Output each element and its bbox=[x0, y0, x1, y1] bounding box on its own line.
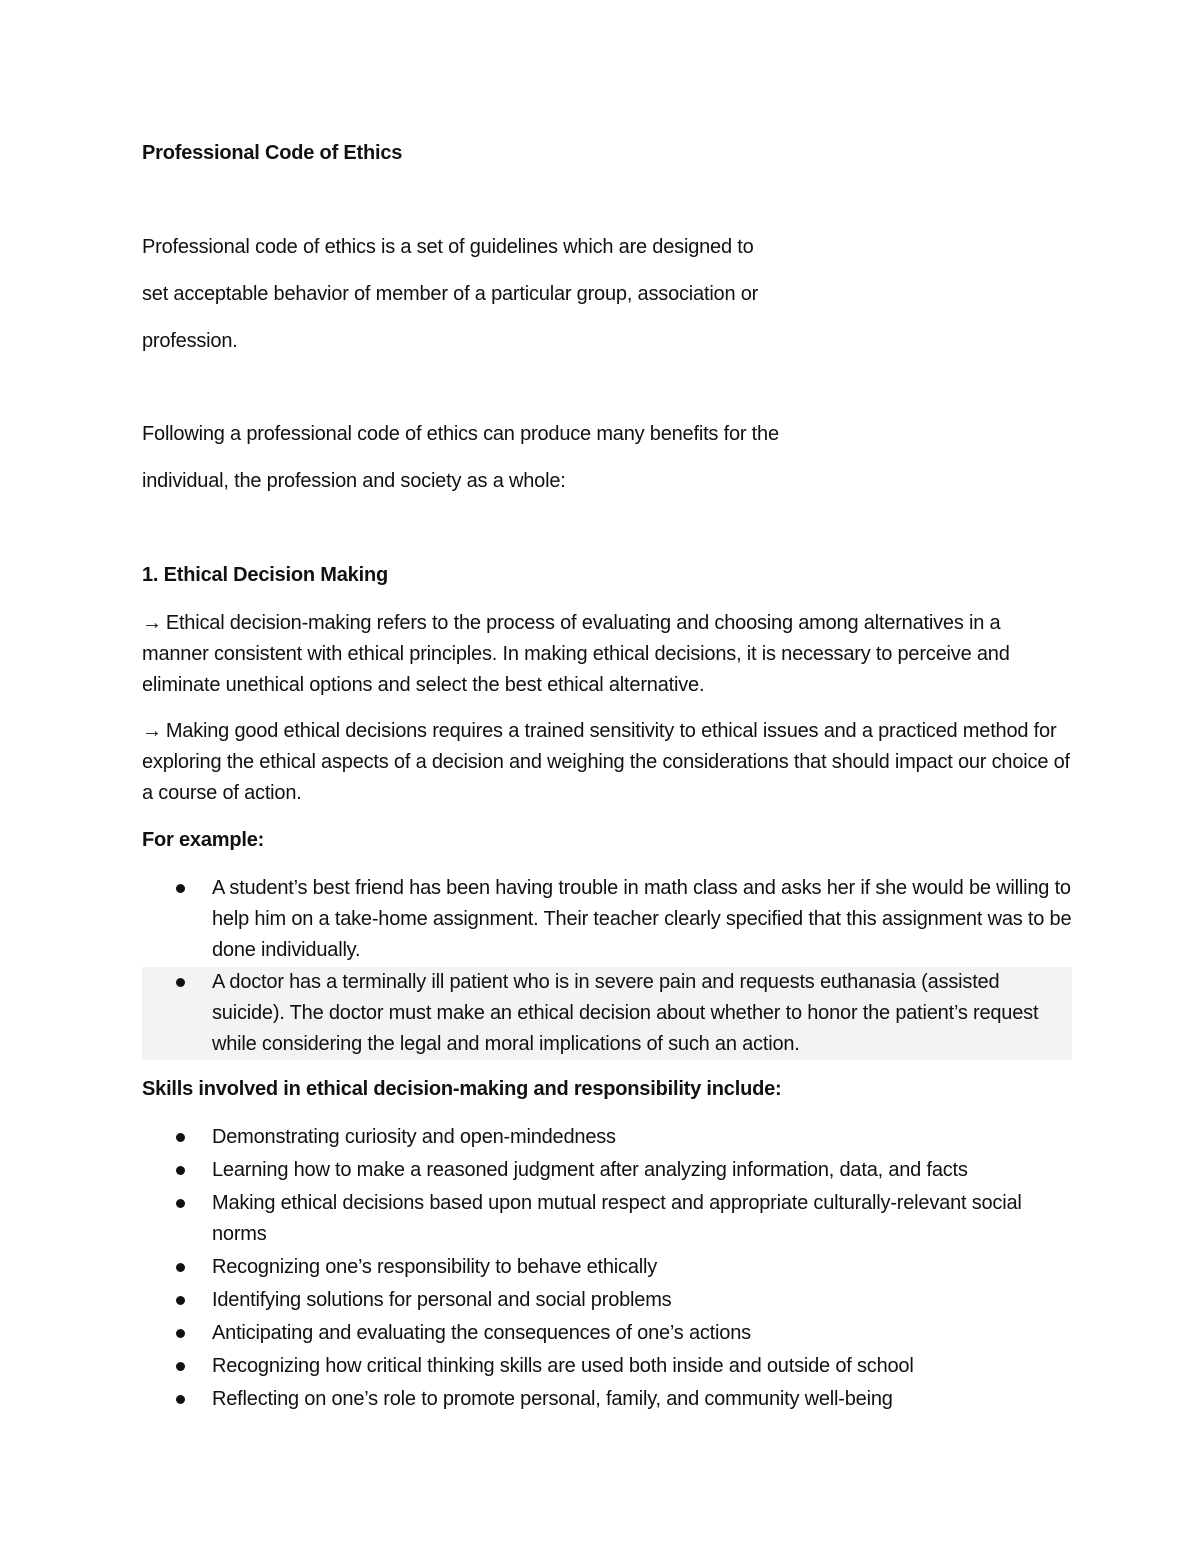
list-item bbox=[142, 1384, 1072, 1415]
list-item bbox=[142, 1188, 1072, 1250]
intro-line-2: set acceptable behavior of member of a particular group, association or bbox=[142, 283, 759, 305]
list-item bbox=[142, 1252, 1072, 1283]
page-title: Professional Code of Ethics bbox=[142, 142, 403, 164]
skill-text: Recognizing one’s responsibility to behave ethically bbox=[212, 1256, 658, 1278]
example-heading: For example: bbox=[142, 829, 265, 851]
example-list bbox=[142, 873, 1072, 1061]
bullet-icon bbox=[176, 1133, 185, 1142]
decision-paragraph-2-text: Making good ethical decisions requires a trained sensitivity to ethical issues and a practiced method for exploring the ethical aspects of a decision and weighing the considerations that should impact our choice of a course of action. bbox=[142, 720, 1070, 804]
bullet-icon bbox=[176, 1362, 185, 1371]
list-item bbox=[142, 1318, 1072, 1349]
bullet-icon bbox=[176, 1263, 185, 1272]
bullet-icon bbox=[176, 1395, 185, 1404]
list-item bbox=[142, 967, 1072, 1060]
decision-paragraph-1-text: Ethical decision-making refers to the process of evaluating and choosing among alternatives in a manner consistent with ethical principles. In making ethical decisions, it is necessary to perceive and eliminate unethical options and select the best ethical alternative. bbox=[142, 612, 1010, 696]
benefits-line-1: Following a professional code of ethics can produce many benefits for the bbox=[142, 423, 779, 445]
arrow-right-icon: → bbox=[142, 720, 162, 742]
skills-heading: Skills involved in ethical decision-making and responsibility include: bbox=[142, 1078, 782, 1100]
bullet-icon bbox=[176, 1296, 185, 1305]
bullet-icon bbox=[176, 1199, 185, 1208]
list-item bbox=[142, 873, 1072, 966]
list-item bbox=[142, 1285, 1072, 1316]
decision-paragraph-1 bbox=[142, 608, 1072, 701]
skill-text: Making ethical decisions based upon mutual respect and appropriate culturally-relevant social norms bbox=[212, 1192, 1022, 1245]
skill-text: Anticipating and evaluating the consequences of one’s actions bbox=[212, 1322, 751, 1344]
skill-text: Recognizing how critical thinking skills are used both inside and outside of school bbox=[212, 1355, 914, 1377]
bullet-icon bbox=[176, 1166, 185, 1175]
skill-text: Identifying solutions for personal and social problems bbox=[212, 1289, 672, 1311]
benefits-line-2: individual, the profession and society as a whole: bbox=[142, 470, 566, 492]
arrow-right-icon: → bbox=[142, 612, 162, 634]
example-text: A student’s best friend has been having trouble in math class and asks her if she would be willing to help him on a take-home assignment. Their teacher clearly specified that this assignment was to be done individually. bbox=[212, 877, 1072, 961]
list-item bbox=[142, 1351, 1072, 1382]
bullet-icon bbox=[176, 1329, 185, 1338]
skill-text: Reflecting on one’s role to promote personal, family, and community well-being bbox=[212, 1388, 893, 1410]
section-heading: 1. Ethical Decision Making bbox=[142, 564, 388, 586]
decision-paragraph-2 bbox=[142, 716, 1072, 809]
example-text: A doctor has a terminally ill patient who is in severe pain and requests euthanasia (assisted suicide). The doctor must make an ethical decision about whether to honor the patient’s request while considering the legal and moral implications of such an action. bbox=[212, 971, 1039, 1055]
intro-line-1: Professional code of ethics is a set of guidelines which are designed to bbox=[142, 236, 754, 258]
bullet-icon bbox=[176, 978, 185, 987]
skill-text: Learning how to make a reasoned judgment after analyzing information, data, and facts bbox=[212, 1159, 968, 1181]
bullet-icon bbox=[176, 884, 185, 893]
list-item bbox=[142, 1122, 1072, 1153]
skills-list bbox=[142, 1122, 1072, 1417]
list-item bbox=[142, 1155, 1072, 1186]
skill-text: Demonstrating curiosity and open-mindedness bbox=[212, 1126, 616, 1148]
intro-line-3: profession. bbox=[142, 330, 238, 352]
